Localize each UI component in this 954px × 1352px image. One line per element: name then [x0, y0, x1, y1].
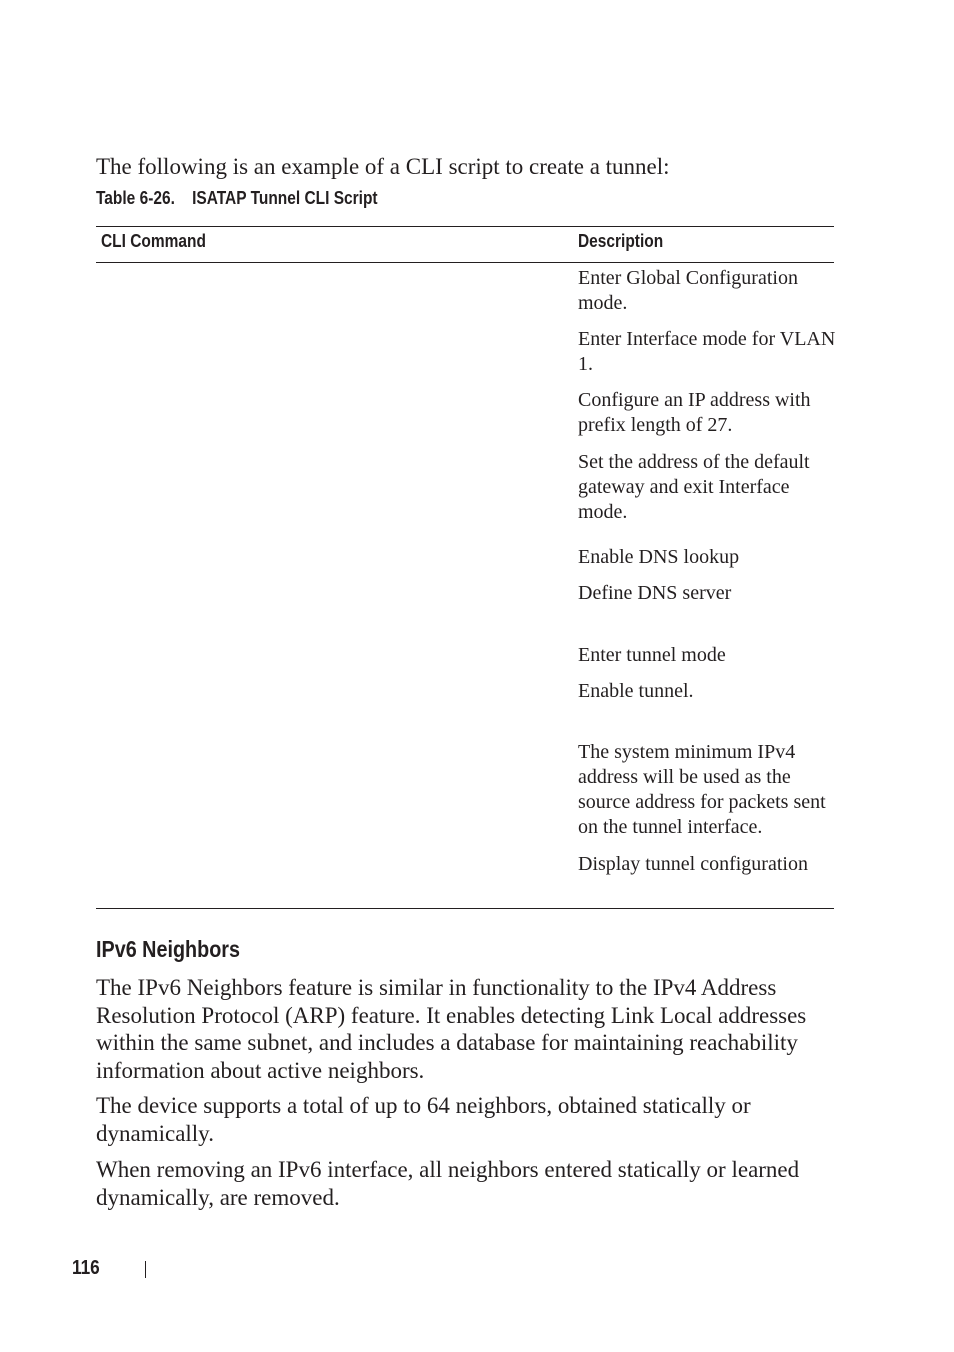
- table-row-description: Enable tunnel.: [578, 680, 694, 702]
- column-header-description: Description: [578, 231, 664, 251]
- column-header-cli-command: CLI Command: [101, 231, 206, 251]
- table-caption-title: ISATAP Tunnel CLI Script: [192, 188, 378, 208]
- body-paragraph: The IPv6 Neighbors feature is similar in functionality to the IPv4 Address Resolution Protocol (ARP) feature. It enables detecting Link Local addresses within the same subnet, and includes a database for maintaining reachability information about active neighbors.: [96, 975, 807, 1083]
- table-top-rule: [96, 226, 834, 227]
- table-bottom-rule: [96, 908, 834, 909]
- body-paragraph: The device supports a total of up to 64 neighbors, obtained statically or dynamically.: [96, 1093, 751, 1146]
- table-row-description: Enable DNS lookup: [578, 546, 740, 568]
- table-row-description: Set the address of the default gateway and exit Interface mode.: [578, 451, 810, 523]
- body-paragraph: When removing an IPv6 interface, all neighbors entered statically or learned dynamically, are removed.: [96, 1157, 800, 1210]
- intro-text: The following is an example of a CLI script to create a tunnel:: [96, 154, 670, 179]
- table-caption: [96, 186, 378, 210]
- footer-divider: [145, 1261, 146, 1278]
- table-row-description: The system minimum IPv4 address will be used as the source address for packets sent on the tunnel interface.: [578, 741, 826, 838]
- table-caption-number: Table 6-26.: [96, 188, 175, 208]
- table-row-description: Configure an IP address with prefix length of 27.: [578, 389, 811, 436]
- table-row-description: Define DNS server: [578, 582, 732, 604]
- table-header-rule: [96, 262, 834, 263]
- table-row-description: Enter Global Configuration mode.: [578, 267, 798, 314]
- table-row-description: Enter Interface mode for VLAN 1.: [578, 328, 836, 375]
- section-heading: IPv6 Neighbors: [96, 936, 240, 962]
- table-row-description: Enter tunnel mode: [578, 644, 726, 666]
- table-row-description: Display tunnel configuration: [578, 853, 808, 875]
- page-number: 116: [72, 1257, 100, 1279]
